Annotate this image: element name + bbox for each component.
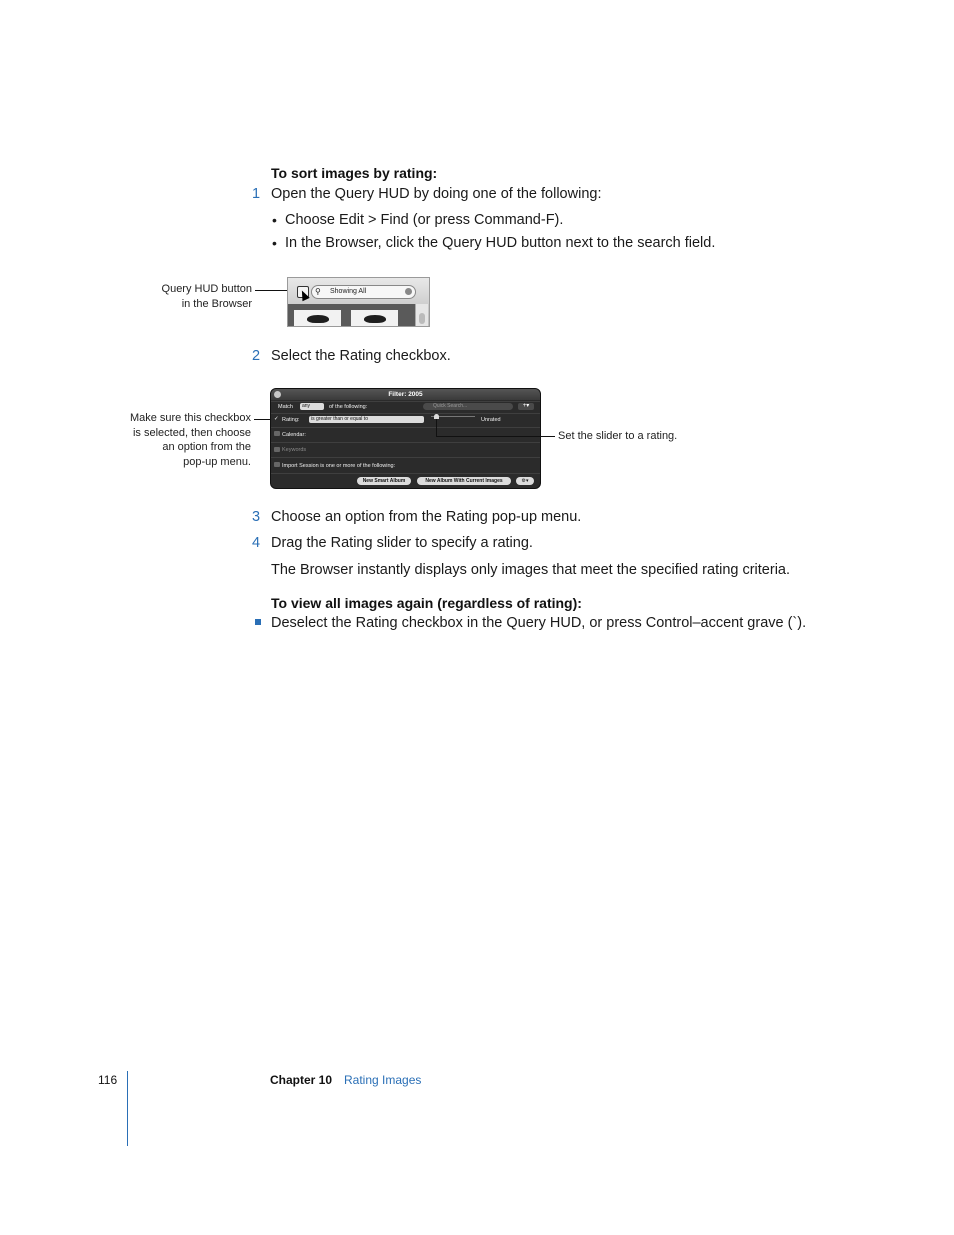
clear-icon[interactable] [405,288,412,295]
rating-operator-popup[interactable]: is greater than or equal to [309,416,424,423]
checkmark-icon[interactable]: ✓ [274,416,279,422]
step-text: Select the Rating checkbox. [271,348,451,364]
hud-calendar-row [271,427,540,443]
callout-line: pop-up menu. [183,455,251,468]
quick-search-field[interactable]: Quick Search... [423,403,513,410]
chapter-title-link[interactable]: Rating Images [344,1073,422,1087]
callout-line: in the Browser [181,297,252,310]
new-smart-album-button[interactable]: New Smart Album [357,477,411,485]
browser-screenshot [287,277,430,327]
image-thumbnail[interactable] [351,310,398,327]
page-number: 116 [98,1073,118,1087]
scroll-knob[interactable] [419,313,425,324]
callout-line: is selected, then choose [132,426,251,439]
query-hud [270,388,541,489]
callout-line: Query HUD button [161,283,252,295]
match-popup[interactable]: any [300,403,324,410]
rating-value: Unrated [481,417,501,423]
footer-rule [127,1071,128,1146]
step-number: 4 [252,535,261,551]
bullet-dot: • [272,212,277,228]
step-text: Choose an option from the Rating pop-up menu. [271,509,582,525]
step-number: 2 [252,348,261,364]
step-number: 3 [252,509,261,525]
leader-line [436,436,555,437]
new-album-current-button[interactable]: New Album With Current Images [417,477,511,485]
scrollbar[interactable] [415,304,428,326]
hud-keywords-row [271,442,540,458]
bullet-text: Choose Edit > Find (or press Command-F). [285,212,564,228]
gear-icon[interactable]: ⚙▾ [516,477,534,485]
result-text: The Browser instantly displays only images that meet the specified rating criteria. [271,562,791,578]
step-text: Drag the Rating slider to specify a rating. [271,535,533,551]
callout-line: Make sure this checkbox [129,412,251,424]
callout-line: an option from the [162,441,251,453]
bullet-dot: • [272,235,277,251]
calendar-checkbox[interactable] [274,431,280,436]
step-text: Open the Query HUD by doing one of the following: [271,186,602,202]
browser-search-field[interactable] [311,285,416,299]
leader-line [436,419,437,436]
bullet-text: In the Browser, click the Query HUD button next to the search field. [285,235,716,251]
view-heading: To view all images again (regardless of rating): [271,595,582,611]
keywords-label: Keywords [282,447,307,453]
callout-query-hud-button [140,282,252,311]
calendar-label: Calendar: [282,432,306,438]
search-icon: ⚲ [315,287,321,296]
hud-title: Filter: 2005 [388,391,423,398]
chapter-label: Chapter 10 [270,1073,333,1087]
image-thumbnail[interactable] [294,310,341,327]
callout-checkbox [110,411,251,469]
match-label: Match [278,404,293,410]
callout-slider: Set the slider to a rating. [558,430,678,442]
final-bullet-text: Deselect the Rating checkbox in the Query HUD, or press Control–accent grave (`). [271,615,807,631]
rating-label: Rating: [282,417,300,423]
sort-heading: To sort images by rating: [271,165,438,181]
thumbnail-image [307,315,329,323]
thumbnail-image [364,315,386,323]
step-number: 1 [252,186,261,202]
of-following-label: of the following: [329,404,368,410]
add-rule-button[interactable]: +▾ [518,403,534,410]
search-value: Showing All [330,288,367,295]
keywords-checkbox[interactable] [274,447,280,452]
square-bullet-icon [255,619,261,625]
import-session-checkbox[interactable] [274,462,280,467]
import-session-label: Import Session is one or more of the following: [282,463,396,469]
